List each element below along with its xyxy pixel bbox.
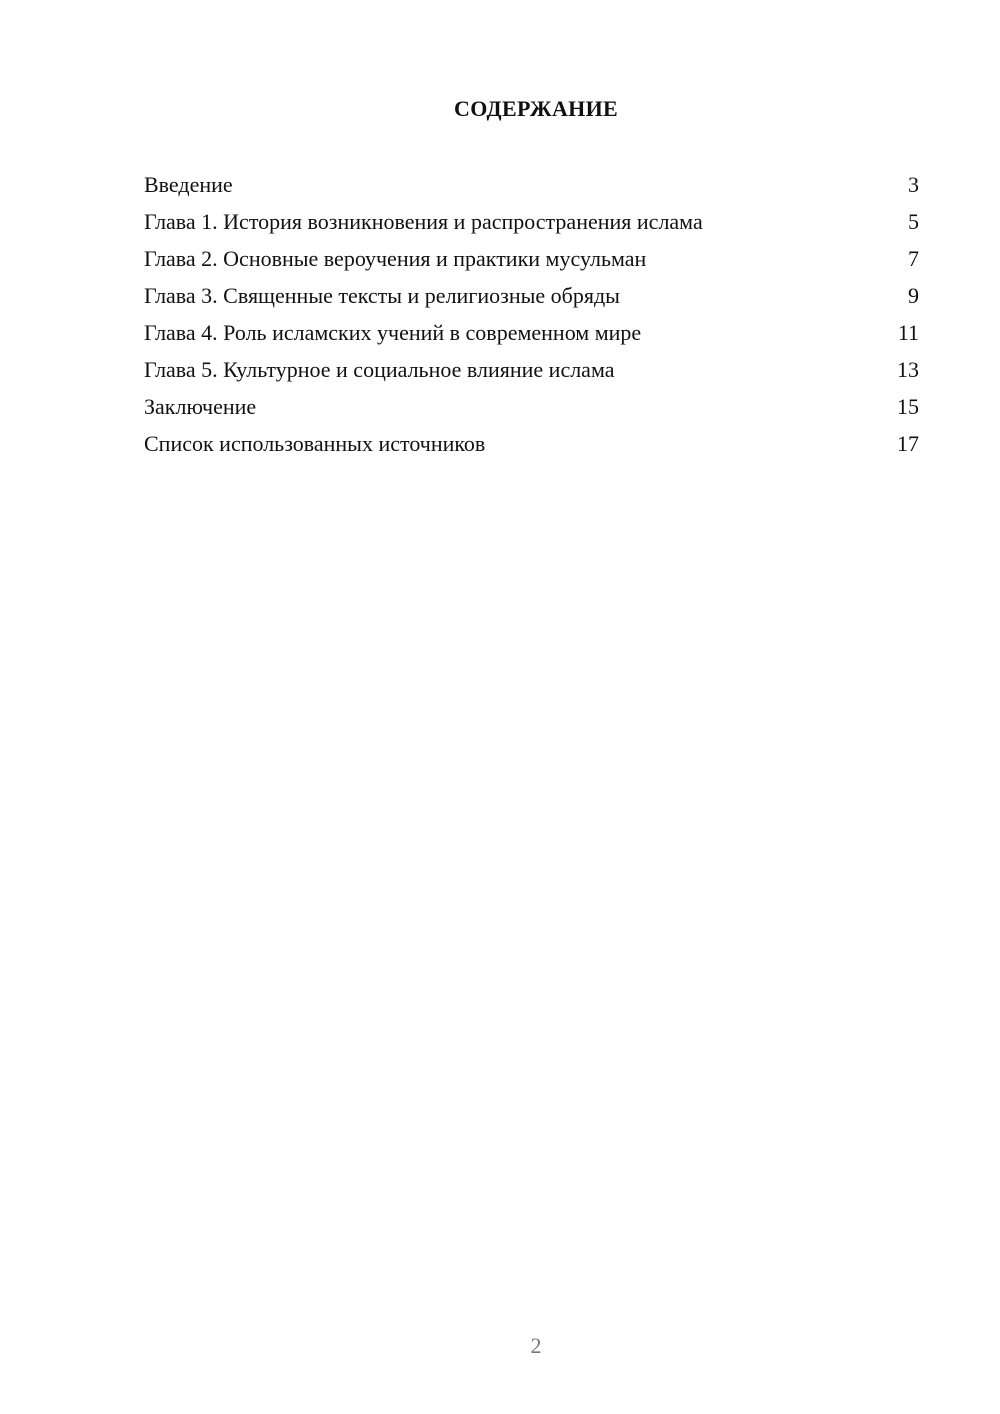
page-title: СОДЕРЖАНИЕ <box>454 96 618 121</box>
toc-entry-page: 15 <box>897 394 919 419</box>
toc-entry-title: Глава 3. Священные тексты и религиозные обряды <box>144 283 620 308</box>
toc-entry-page: 17 <box>897 431 919 456</box>
table-of-contents <box>144 170 919 466</box>
toc-entry-title: Список использованных источников <box>144 431 486 456</box>
page-number: 2 <box>530 1333 542 1358</box>
toc-entry[interactable] <box>144 355 919 392</box>
toc-entry-title: Глава 2. Основные вероучения и практики мусульман <box>144 246 647 271</box>
toc-entry[interactable] <box>144 170 919 207</box>
toc-entry-title: Введение <box>144 172 233 197</box>
toc-entry-page: 7 <box>908 246 919 271</box>
toc-entry-page: 3 <box>908 172 919 197</box>
toc-entry[interactable] <box>144 318 919 355</box>
toc-entry[interactable] <box>144 429 919 466</box>
toc-entry[interactable] <box>144 281 919 318</box>
toc-entry-title: Глава 5. Культурное и социальное влияние ислама <box>144 357 615 382</box>
toc-entry[interactable] <box>144 207 919 244</box>
toc-entry[interactable] <box>144 392 919 429</box>
toc-entry-page: 13 <box>897 357 919 382</box>
toc-entry[interactable] <box>144 244 919 281</box>
toc-entry-title: Глава 1. История возникновения и распространения ислама <box>144 209 703 234</box>
toc-entry-title: Глава 4. Роль исламских учений в современном мире <box>144 320 642 345</box>
toc-entry-page: 11 <box>897 320 919 345</box>
toc-entry-page: 9 <box>908 283 919 308</box>
toc-entry-title: Заключение <box>144 394 257 419</box>
toc-entry-page: 5 <box>908 209 919 234</box>
